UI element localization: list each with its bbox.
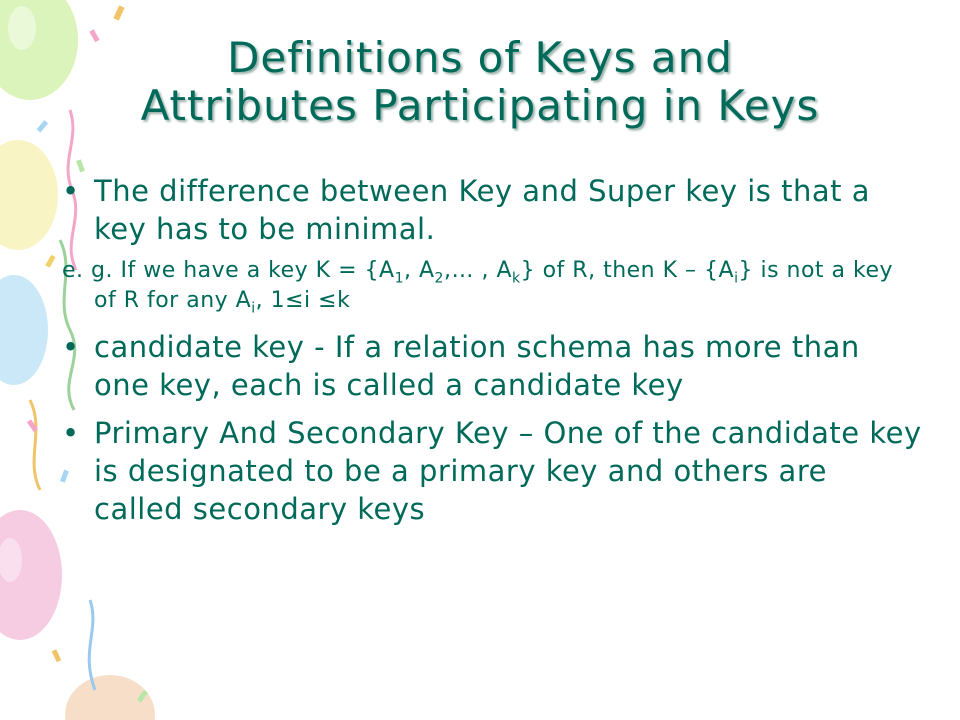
example-text: ,… , A <box>443 258 512 283</box>
example-text: } of R, then K – {A <box>520 258 735 283</box>
example-subscript: i <box>251 300 256 317</box>
title-line-1: Definitions of Keys and <box>227 33 733 82</box>
example-text: e. g. If we have a key K = {A <box>62 258 395 283</box>
bullet-candidate-key <box>62 328 922 404</box>
bullet-primary-secondary-key <box>62 414 922 528</box>
slide-title <box>20 34 940 130</box>
title-line-2: Attributes Participating in Keys <box>140 81 820 130</box>
example-subscript: 1 <box>394 270 404 287</box>
example-text: , 1≤i ≤k <box>255 288 351 313</box>
example-subscript: 2 <box>434 270 444 287</box>
bullet-text: The difference between Key and Super key is that a key has to be minimal. <box>94 174 871 246</box>
example-text: } is not a key of R for any A <box>94 258 894 313</box>
bullet-text: Primary And Secondary Key – One of the candidate key is designated to be a primary key and others are called secondary keys <box>94 416 922 526</box>
bullet-icon: • <box>62 416 80 450</box>
example-text: , A <box>404 258 435 283</box>
bullet-icon: • <box>62 330 80 364</box>
example-subscript: i <box>734 270 739 287</box>
slide-body <box>62 172 922 538</box>
bullet-icon: • <box>62 174 80 208</box>
example-subscript: k <box>512 270 521 287</box>
bullet-text: candidate key - If a relation schema has more than one key, each is called a candidate key <box>94 330 860 402</box>
example-paragraph <box>62 256 922 316</box>
bullet-key-vs-superkey <box>62 172 922 248</box>
